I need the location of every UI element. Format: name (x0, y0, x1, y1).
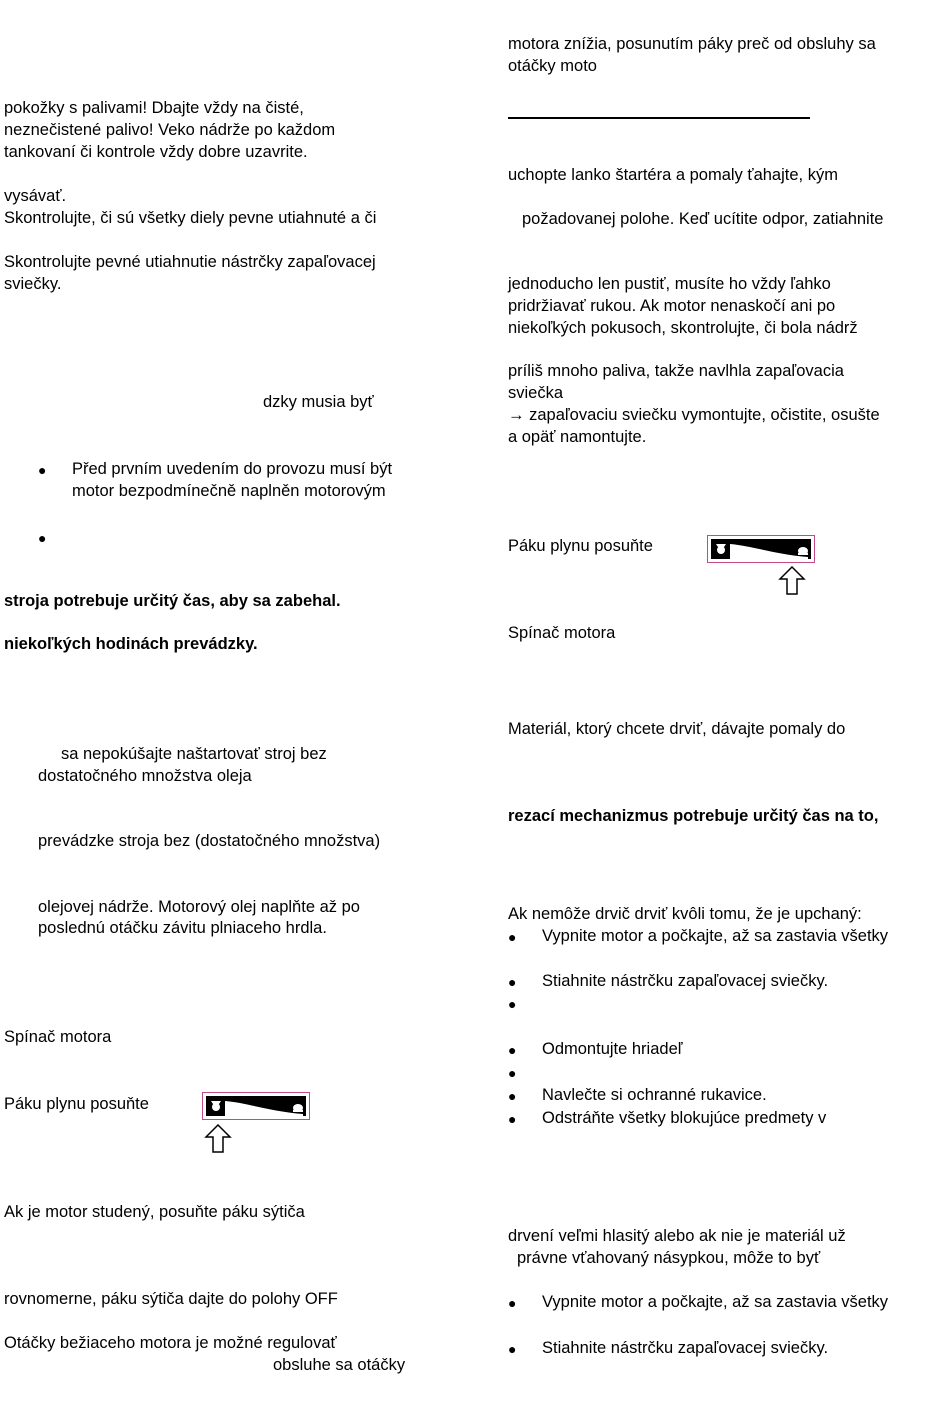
text-line: rovnomerne, páku sýtiča dajte do polohy OFF (4, 1290, 338, 1308)
text-line: Otáčky bežiaceho motora je možné regulovať (4, 1334, 337, 1352)
text-line: Materiál, ktorý chcete drviť, dávajte pomaly do (508, 720, 846, 738)
bullet: ● (508, 1088, 517, 1104)
text-line: pokožky s palivami! Dbajte vždy na čisté, (4, 99, 304, 117)
text-line: otáčky moto (508, 57, 597, 75)
bullet: ● (38, 462, 47, 478)
text-line: drvení veľmi hlasitý alebo ak nie je materiál už (508, 1227, 846, 1245)
text-line: Skontrolujte, či sú všetky diely pevne utiahnuté a či (4, 209, 377, 227)
list-item: Stiahnite nástrčku zapaľovacej sviečky. (542, 972, 829, 990)
list-item: Odstráňte všetky blokujúce predmety v (542, 1109, 827, 1127)
text-fragment: zapaľovaciu sviečku vymontujte, očistite, osušte (529, 406, 880, 424)
bullet: ● (508, 1042, 517, 1058)
engine-switch-label: Spínač motora (4, 1028, 112, 1046)
bullet: ● (508, 1341, 517, 1357)
list-item: Vypnite motor a počkajte, až sa zastavia všetky (542, 1293, 889, 1311)
text-line: sviečky. (4, 275, 62, 293)
text-line: právne vťahovaný násypkou, môže to byť (517, 1249, 821, 1267)
text-line: vysávať. (4, 187, 67, 205)
bold-note: niekoľkých hodinách prevádzky. (4, 635, 258, 653)
text-line: niekoľkých pokusoch, skontrolujte, či bola nádrž (508, 319, 858, 337)
text-line: Ak je motor studený, posuňte páku sýtiča (4, 1203, 305, 1221)
text-line: Ak nemôže drvič drviť kvôli tomu, že je upchaný: (508, 905, 862, 923)
text-line: olejovej nádrže. Motorový olej naplňte až po (38, 898, 360, 916)
bullet: ● (508, 996, 517, 1012)
text-line: dostatočného množstva oleja (38, 767, 252, 785)
arrow-line (508, 404, 880, 426)
bullet: ● (508, 929, 517, 945)
right-arrow-icon: → (508, 406, 525, 424)
list-item: Vypnite motor a počkajte, až sa zastavia všetky (542, 927, 889, 945)
list-item: Před prvním uvedením do provozu musí být (72, 460, 393, 478)
text-line: motora znížia, posunutím páky preč od obsluhy sa (508, 35, 876, 53)
text-line: jednoducho len pustiť, musíte ho vždy ľahko (508, 275, 831, 293)
text-line: obsluhe sa otáčky (273, 1356, 406, 1374)
text-line: Skontrolujte pevné utiahnutie nástrčky zapaľovacej (4, 253, 376, 271)
text-line: a opäť namontujte. (508, 428, 647, 446)
list-item: motor bezpodmínečně naplněn motorovým (72, 482, 386, 500)
text-line: sviečka (508, 384, 564, 402)
up-arrow-icon (204, 1124, 232, 1154)
text-line: pridržiavať rukou. Ak motor nenaskočí ani po (508, 297, 836, 315)
bullet: ● (508, 1295, 517, 1311)
list-item: Navlečte si ochranné rukavice. (542, 1086, 767, 1104)
text-line: dzky musia byť (263, 393, 374, 411)
bold-note: rezací mechanizmus potrebuje určitý čas na to, (508, 807, 879, 825)
text-line: sa nepokúšajte naštartovať stroj bez (61, 745, 327, 763)
list-item: Stiahnite nástrčku zapaľovacej sviečky. (542, 1339, 829, 1357)
bold-note: stroja potrebuje určitý čas, aby sa zabehal. (4, 592, 341, 610)
throttle-label: Páku plynu posuňte (508, 537, 653, 555)
engine-switch-label: Spínač motora (508, 624, 616, 642)
list-item: Odmontujte hriadeľ (542, 1040, 683, 1058)
throttle-icon (707, 535, 815, 563)
text-line: príliš mnoho paliva, takže navlhla zapaľovacia (508, 362, 844, 380)
text-line: neznečistené palivo! Veko nádrže po každom (4, 121, 336, 139)
bullet: ● (508, 1065, 517, 1081)
text-line: poslednú otáčku závitu plniaceho hrdla. (38, 919, 327, 937)
bullet: ● (508, 974, 517, 990)
bullet: ● (508, 1111, 517, 1127)
up-arrow-icon (778, 566, 806, 596)
throttle-label: Páku plynu posuňte (4, 1095, 149, 1113)
bullet: ● (38, 530, 47, 546)
text-line: požadovanej polohe. Keď ucítite odpor, zatiahnite (522, 210, 884, 228)
text-line: prevádzke stroja bez (dostatočného množstva) (38, 832, 381, 850)
throttle-icon (202, 1092, 310, 1120)
section-divider (508, 117, 810, 119)
text-line: uchopte lanko štartéra a pomaly ťahajte, kým (508, 166, 838, 184)
text-line: tankovaní či kontrole vždy dobre uzavrite. (4, 143, 308, 161)
